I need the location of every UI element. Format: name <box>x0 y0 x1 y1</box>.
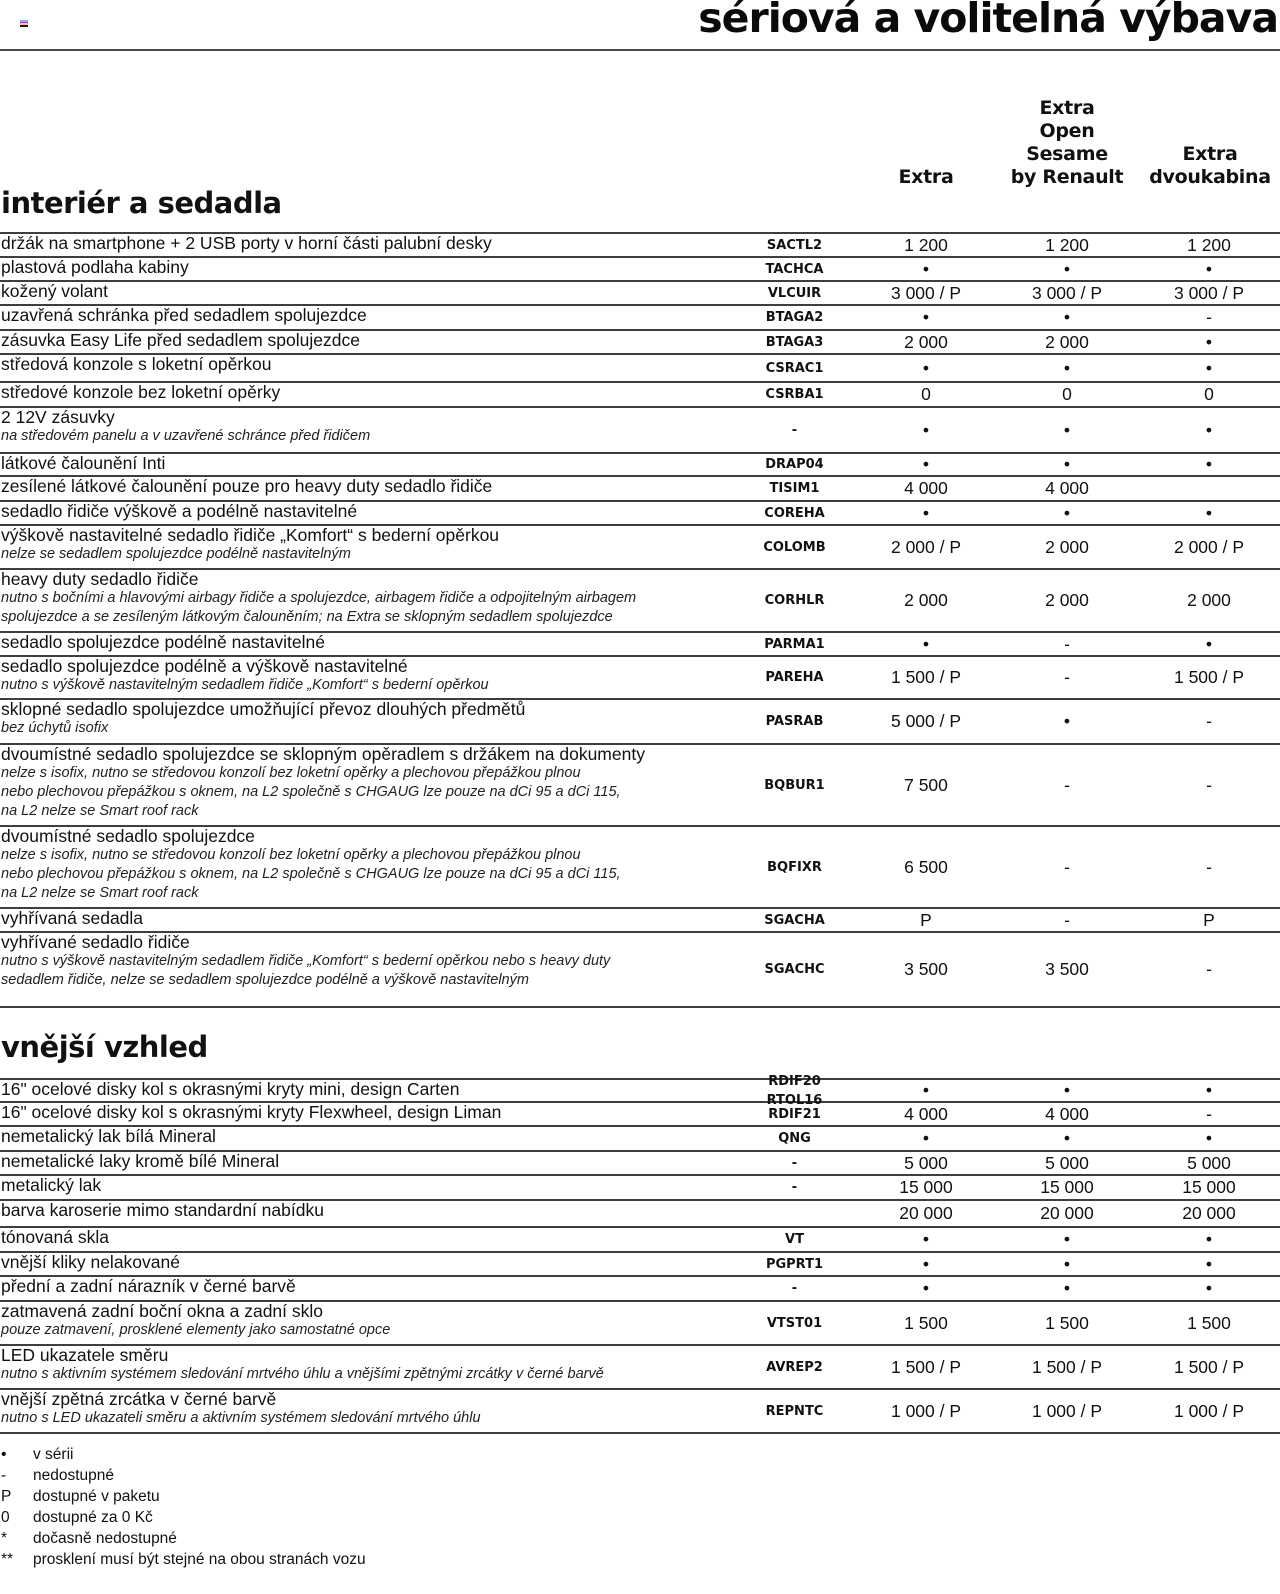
page-title: sériová a volitelná výbava <box>698 0 1278 42</box>
option-label <box>1 306 741 325</box>
option-code-line: RDIF20 <box>768 1073 821 1089</box>
value-extra-open-sesame: • <box>1063 502 1071 523</box>
option-label <box>1 1277 741 1296</box>
table-row <box>0 258 1280 282</box>
value-extra-open-sesame: • <box>1063 454 1071 474</box>
value-extra-open-sesame: - <box>1064 909 1070 930</box>
legend-symbol: ** <box>1 1551 14 1568</box>
option-code: PAREHA <box>765 670 824 685</box>
option-name: vyhřívané sedadlo řidiče <box>1 932 190 952</box>
value-extra-dvoukabina: 5 000 <box>1187 1152 1231 1173</box>
option-name: výškově nastavitelné sedadlo řidiče „Komfort“ s bederní opěrkou <box>1 525 500 545</box>
value-extra-dvoukabina: • <box>1205 419 1213 440</box>
value-extra-dvoukabina: • <box>1205 633 1213 654</box>
value-extra-dvoukabina: • <box>1205 1278 1213 1298</box>
option-name: 16" ocelové disky kol s okrasnými kryty mini, design Carten <box>1 1079 460 1099</box>
option-code: BTAGA3 <box>765 334 824 350</box>
option-note: nelze s isofix, nutno se středovou konzolí bez loketní opěrky a plechovou přepážkou plnou <box>1 847 581 863</box>
option-label <box>1 933 741 990</box>
value-extra-dvoukabina: - <box>1206 774 1212 795</box>
section-title-exterior: vnější vzhled <box>1 1030 208 1064</box>
column-header-extra-dvoukabina: Extra dvoukabina <box>1149 143 1271 188</box>
option-code: TISIM1 <box>769 481 820 496</box>
value-extra: • <box>922 502 930 523</box>
value-extra: 0 <box>921 384 931 404</box>
option-label <box>1 700 741 738</box>
table-row <box>0 331 1280 355</box>
value-extra-dvoukabina: • <box>1205 1253 1213 1274</box>
table-row <box>0 700 1280 745</box>
value-extra-open-sesame: 2 000 <box>1045 331 1089 352</box>
header-divider <box>0 49 1280 51</box>
option-name: vnější zpětná zrcátka v černé barvě <box>1 1389 277 1409</box>
option-name: dvoumístné sedadlo spolujezdce se sklopným opěradlem s držákem na dokumenty <box>1 744 645 764</box>
option-label <box>1 1201 741 1220</box>
value-extra-open-sesame: 4 000 <box>1045 1103 1089 1124</box>
value-extra-dvoukabina: 1 000 / P <box>1173 1400 1245 1421</box>
value-extra: • <box>922 1278 930 1298</box>
option-label <box>1 1346 741 1384</box>
option-code: TACHCA <box>765 261 824 277</box>
value-extra: • <box>922 1080 930 1100</box>
legend-symbol: • <box>1 1446 7 1463</box>
table-row <box>0 1346 1280 1390</box>
value-extra-dvoukabina <box>1139 477 1279 500</box>
option-label <box>1 1080 741 1099</box>
value-extra: • <box>922 357 930 378</box>
table-row <box>0 234 1280 258</box>
value-extra: • <box>922 1253 930 1274</box>
option-label <box>1 1390 741 1428</box>
column-header-extra: Extra <box>898 166 954 188</box>
value-extra-open-sesame: • <box>1063 1229 1071 1249</box>
option-code: PASRAB <box>765 714 824 729</box>
value-extra-dvoukabina: P <box>1203 909 1215 930</box>
value-extra-open-sesame: 4 000 <box>1045 478 1089 498</box>
table-row <box>0 1228 1280 1253</box>
value-extra-open-sesame: 2 000 <box>1045 536 1089 557</box>
option-label <box>1 502 741 521</box>
option-name: kožený volant <box>1 281 109 301</box>
option-note: nelze s isofix, nutno se středovou konzolí bez loketní opěrky a plechovou přepážkou plnou <box>1 765 581 781</box>
table-row <box>0 306 1280 331</box>
option-name: zásuvka Easy Life před sedadlem spolujezdce <box>1 330 360 350</box>
table-row <box>0 477 1280 502</box>
option-code: AVREP2 <box>766 1359 823 1375</box>
value-extra-dvoukabina: 2 000 <box>1187 590 1231 610</box>
option-name: látkové čalounění Inti <box>1 453 166 473</box>
table-row <box>0 657 1280 700</box>
option-code: VT <box>785 1232 804 1247</box>
value-extra-dvoukabina: 1 500 / P <box>1173 667 1245 687</box>
legend-symbol: 0 <box>1 1509 10 1526</box>
value-extra-open-sesame: • <box>1063 258 1071 279</box>
option-label <box>1 234 741 253</box>
option-name: vyhřívaná sedadla <box>1 908 144 928</box>
value-extra-dvoukabina: 3 000 / P <box>1173 282 1245 303</box>
value-extra-dvoukabina: • <box>1205 331 1213 352</box>
option-label <box>1 258 741 277</box>
table-row <box>0 1277 1280 1302</box>
option-name: metalický lak <box>1 1175 102 1195</box>
value-extra-open-sesame: • <box>1063 711 1071 731</box>
table-row <box>0 408 1280 454</box>
table-row <box>0 355 1280 383</box>
option-code: SGACHC <box>764 962 825 977</box>
value-extra-dvoukabina: 0 <box>1204 384 1214 404</box>
option-name: uzavřená schránka před sedadlem spolujezdce <box>1 305 367 325</box>
value-extra-open-sesame: 3 500 <box>1045 959 1089 979</box>
value-extra-open-sesame: • <box>1063 1253 1071 1274</box>
legend-description: prosklení musí být stejné na obou stranách vozu <box>33 1551 366 1568</box>
option-name: 16" ocelové disky kol s okrasnými kryty Flexwheel, design Liman <box>1 1102 502 1122</box>
value-extra-dvoukabina: - <box>1206 856 1212 877</box>
value-extra-dvoukabina: - <box>1206 307 1212 327</box>
brand-stripes-icon <box>20 20 28 27</box>
option-code: COREHA <box>764 505 825 521</box>
option-code: - <box>791 1155 798 1171</box>
legend-description: dostupné za 0 Kč <box>33 1509 153 1526</box>
table-row <box>0 745 1280 827</box>
option-label <box>1 1176 741 1195</box>
value-extra-open-sesame: • <box>1063 419 1071 440</box>
value-extra: • <box>922 454 930 474</box>
value-extra-dvoukabina: - <box>1206 959 1212 979</box>
option-label <box>1 1127 741 1146</box>
value-extra-dvoukabina: 20 000 <box>1182 1203 1236 1223</box>
option-label <box>1 633 741 652</box>
option-label <box>1 282 741 301</box>
option-name: středové konzole bez loketní opěrky <box>1 382 281 402</box>
option-note: nebo plechovou přepážkou s oknem, na L2 společně s CHGAUG lze pouze na dCi 95 a dCi 115, <box>1 866 621 882</box>
legend-description: dostupné v paketu <box>33 1488 160 1505</box>
option-code: PARMA1 <box>764 636 825 652</box>
value-extra-open-sesame: • <box>1063 1128 1071 1148</box>
option-code <box>742 1073 847 1108</box>
table-row <box>0 1302 1280 1346</box>
option-label <box>1 355 741 374</box>
option-label <box>1 331 741 350</box>
value-extra: • <box>922 1128 930 1148</box>
option-label <box>1 1253 741 1272</box>
option-code: CSRAC1 <box>765 360 824 376</box>
option-note: nelze se sedadlem spolujezdce podélně nastavitelným <box>1 546 351 562</box>
value-extra: 1 000 / P <box>890 1400 962 1421</box>
value-extra-open-sesame: 1 500 / P <box>1031 1356 1103 1377</box>
option-code: BQFIXR <box>767 859 822 875</box>
option-name: zatmavená zadní boční okna a zadní sklo <box>1 1301 324 1321</box>
option-code <box>742 1201 847 1226</box>
option-note: nutno s LED ukazateli směru a aktivním systémem sledování mrtvého úhlu <box>1 1410 481 1426</box>
value-extra: 2 000 <box>904 590 948 610</box>
legend-symbol: P <box>1 1488 12 1505</box>
option-label <box>1 570 741 627</box>
option-code: VTST01 <box>766 1315 823 1331</box>
option-name: LED ukazatele směru <box>1 1345 169 1365</box>
value-extra-dvoukabina: • <box>1205 502 1213 523</box>
option-name: heavy duty sedadlo řidiče <box>1 569 199 589</box>
value-extra: 6 500 <box>904 856 948 877</box>
option-note: na L2 nelze se Smart roof rack <box>1 803 199 819</box>
value-extra-open-sesame: 1 000 / P <box>1031 1400 1103 1421</box>
table-row <box>0 526 1280 570</box>
option-label <box>1 1103 741 1122</box>
value-extra: 4 000 <box>904 478 948 498</box>
value-extra-dvoukabina: 1 500 <box>1187 1312 1231 1333</box>
option-code: - <box>791 1281 798 1296</box>
table-row <box>0 454 1280 477</box>
option-note: sedadlem řidiče, nelze se sedadlem spolujezdce podélně a výškově nastavitelným <box>1 972 529 988</box>
value-extra-open-sesame: • <box>1063 307 1071 327</box>
value-extra-open-sesame: - <box>1064 774 1070 795</box>
option-note: na středovém panelu a v uzavřené schránce před řidičem <box>1 428 371 444</box>
value-extra-open-sesame: 20 000 <box>1040 1203 1094 1223</box>
option-name: plastová podlaha kabiny <box>1 257 189 277</box>
option-code: DRAP04 <box>765 457 824 472</box>
value-extra-dvoukabina: • <box>1205 454 1213 474</box>
value-extra-open-sesame: 1 500 <box>1045 1312 1089 1333</box>
option-label <box>1 477 741 496</box>
option-name: nemetalické laky kromě bílé Mineral <box>1 1151 280 1171</box>
value-extra-dvoukabina: • <box>1205 258 1213 279</box>
value-extra: • <box>922 258 930 279</box>
option-name: držák na smartphone + 2 USB porty v horní části palubní desky <box>1 233 492 253</box>
option-note: nutno s bočními a hlavovými airbagy řidiče a spolujezdce, airbagem řidiče a odpojitelným airbagem <box>1 590 637 606</box>
value-extra-open-sesame: • <box>1063 1278 1071 1298</box>
option-label <box>1 383 741 402</box>
table-row <box>0 933 1280 1008</box>
table-row <box>0 1127 1280 1152</box>
value-extra: • <box>922 419 930 440</box>
value-extra: 1 200 <box>904 234 948 255</box>
value-extra-dvoukabina: • <box>1205 357 1213 378</box>
option-name: zesílené látkové čalounění pouze pro heavy duty sedadlo řidiče <box>1 476 493 496</box>
option-note: nebo plechovou přepážkou s oknem, na L2 společně s CHGAUG lze pouze na dCi 95 a dCi 115, <box>1 784 621 800</box>
value-extra: 5 000 <box>904 1152 948 1173</box>
value-extra: 5 000 / P <box>890 711 962 731</box>
value-extra-dvoukabina: - <box>1206 711 1212 731</box>
table-row <box>0 909 1280 933</box>
value-extra-open-sesame: 2 000 <box>1045 590 1089 610</box>
value-extra-dvoukabina: 1 200 <box>1187 234 1231 255</box>
option-note: nutno s výškově nastavitelným sedadlem řidiče „Komfort“ s bederní opěrkou <box>1 677 489 693</box>
option-label <box>1 1228 741 1247</box>
value-extra: • <box>922 307 930 327</box>
option-code: BQBUR1 <box>764 777 825 793</box>
table-row <box>0 1152 1280 1176</box>
value-extra-open-sesame: 15 000 <box>1040 1177 1094 1197</box>
option-note: na L2 nelze se Smart roof rack <box>1 885 199 901</box>
value-extra-dvoukabina: • <box>1205 1128 1213 1148</box>
option-name: 2 12V zásuvky <box>1 407 115 427</box>
option-code: COLOMB <box>763 539 826 555</box>
option-name: sklopné sedadlo spolujezdce umožňující převoz dlouhých předmětů <box>1 699 526 719</box>
value-extra-open-sesame: 1 200 <box>1045 234 1089 255</box>
value-extra: 1 500 / P <box>890 1356 962 1377</box>
option-code: VLCUIR <box>767 285 822 301</box>
option-label <box>1 909 741 928</box>
value-extra-open-sesame: 5 000 <box>1045 1152 1089 1173</box>
value-extra: • <box>922 633 930 654</box>
table-row <box>0 1073 1280 1108</box>
option-code: SGACHA <box>764 912 825 928</box>
value-extra: 7 500 <box>904 774 948 795</box>
option-note: spolujezdce a se zesíleným látkovým čalouněním; na Extra se sklopným sedadlem spolujezdce <box>1 609 613 625</box>
option-code: QNG <box>778 1131 811 1146</box>
option-name: sedadlo spolujezdce podélně nastavitelné <box>1 632 325 652</box>
option-label <box>1 827 741 903</box>
option-label <box>1 408 741 446</box>
option-label <box>1 1302 741 1340</box>
option-name: tónovaná skla <box>1 1227 109 1247</box>
value-extra-open-sesame: • <box>1063 357 1071 378</box>
value-extra-open-sesame: - <box>1064 633 1070 654</box>
option-code: PGPRT1 <box>765 1256 824 1272</box>
option-name: středová konzole s loketní opěrkou <box>1 354 272 374</box>
value-extra: 20 000 <box>899 1203 953 1223</box>
option-name: sedadlo řidiče výškově a podélně nastavitelné <box>1 501 358 521</box>
value-extra: 4 000 <box>904 1103 948 1124</box>
value-extra: • <box>922 1229 930 1249</box>
value-extra-dvoukabina: 15 000 <box>1182 1177 1236 1197</box>
column-header-extra-open-sesame: Extra Open Sesame by Renault <box>1010 97 1124 188</box>
table-row <box>0 570 1280 633</box>
value-extra-dvoukabina: - <box>1206 1103 1212 1124</box>
legend-symbol: - <box>1 1467 7 1484</box>
table-row <box>0 827 1280 909</box>
option-label <box>1 657 741 695</box>
table-row <box>0 1201 1280 1228</box>
option-code: - <box>791 1180 798 1195</box>
option-name: sedadlo spolujezdce podélně a výškově nastavitelné <box>1 656 408 676</box>
section-title-interior: interiér a sedadla <box>1 186 282 220</box>
option-label <box>1 1152 741 1171</box>
option-label <box>1 526 741 564</box>
table-row <box>0 1390 1280 1434</box>
table-row <box>0 633 1280 657</box>
legend-description: dočasně nedostupné <box>33 1530 177 1547</box>
value-extra: 1 500 / P <box>890 667 962 687</box>
legend-description: v sérii <box>33 1446 74 1463</box>
option-note: nutno s aktivním systémem sledování mrtvého úhlu a vnějšími zpětnými zrcátky v černé barvě <box>1 1366 604 1382</box>
option-code: CSRBA1 <box>765 387 824 402</box>
value-extra: 2 000 <box>904 331 948 352</box>
value-extra: P <box>920 909 932 930</box>
option-note: nutno s výškově nastavitelným sedadlem řidiče „Komfort“ s bederní opěrkou nebo s heavy duty <box>1 953 611 969</box>
option-code: REPNTC <box>765 1403 824 1419</box>
option-name: vnější kliky nelakované <box>1 1252 180 1272</box>
value-extra-dvoukabina: • <box>1205 1080 1213 1100</box>
option-code: RDIF21 <box>768 1106 821 1122</box>
value-extra-dvoukabina: 1 500 / P <box>1173 1356 1245 1377</box>
value-extra: 3 000 / P <box>890 282 962 303</box>
value-extra: 3 500 <box>904 959 948 979</box>
value-extra: 2 000 / P <box>890 536 962 557</box>
table-row <box>0 282 1280 306</box>
option-note: pouze zatmavení, prosklené elementy jako samostatné opce <box>1 1322 391 1338</box>
option-code: BTAGA2 <box>765 310 824 325</box>
table-row <box>0 383 1280 408</box>
table-row <box>0 1103 1280 1127</box>
value-extra-dvoukabina: • <box>1205 1229 1213 1249</box>
value-extra-open-sesame: - <box>1064 667 1070 687</box>
option-code: - <box>791 422 798 438</box>
option-code-line: RTOL16 <box>766 1092 823 1108</box>
option-label <box>1 454 741 473</box>
option-code: CORHLR <box>764 593 825 608</box>
option-note: bez úchytů isofix <box>1 720 109 736</box>
option-name: barva karoserie mimo standardní nabídku <box>1 1200 324 1220</box>
option-label <box>1 745 741 821</box>
table-row <box>0 1253 1280 1277</box>
value-extra-open-sesame: - <box>1064 856 1070 877</box>
table-row <box>0 502 1280 526</box>
value-extra-open-sesame: • <box>1063 1080 1071 1100</box>
value-extra: 15 000 <box>899 1177 953 1197</box>
value-extra-open-sesame: 3 000 / P <box>1031 282 1103 303</box>
option-name: přední a zadní nárazník v černé barvě <box>1 1276 296 1296</box>
table-row <box>0 1176 1280 1201</box>
value-extra: 1 500 <box>904 1312 948 1333</box>
value-extra-open-sesame: 0 <box>1062 384 1072 404</box>
legend-description: nedostupné <box>33 1467 115 1484</box>
legend-symbol: * <box>1 1530 8 1547</box>
option-name: nemetalický lak bílá Mineral <box>1 1126 216 1146</box>
option-name: dvoumístné sedadlo spolujezdce <box>1 826 255 846</box>
value-extra-dvoukabina: 2 000 / P <box>1173 536 1245 557</box>
option-code: SACTL2 <box>766 237 823 253</box>
